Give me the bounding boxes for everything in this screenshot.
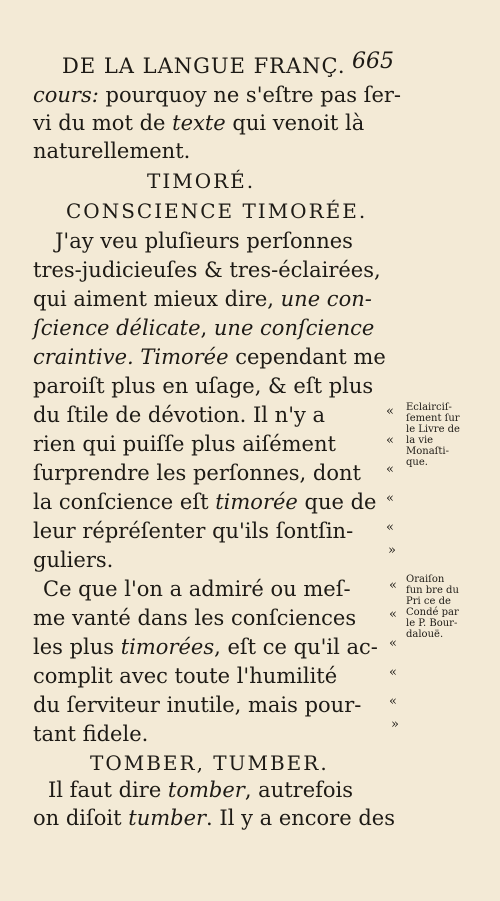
text-line-21: tant fidele. xyxy=(33,722,149,746)
quote-mark: « xyxy=(389,694,397,709)
entry-heading-tomber: TOMBER, TUMBER. xyxy=(90,751,329,775)
text-line-22 xyxy=(48,777,353,803)
text-span: . Il y a encore des xyxy=(206,806,395,830)
italic-word: timorées xyxy=(120,635,215,659)
text-span: , eſt ce qu'il ac- xyxy=(214,635,378,659)
text-line-12: ſurprendre les perſonnes, dont xyxy=(33,461,361,485)
quote-mark: « xyxy=(389,607,397,622)
text-line-17: me vanté dans les conſciences xyxy=(33,606,357,630)
quote-mark: « xyxy=(386,433,394,448)
italic-word: une conſcience xyxy=(213,316,375,340)
text-span: , xyxy=(200,316,214,340)
entry-heading-timore: TIMORÉ. xyxy=(147,169,256,193)
text-line-18 xyxy=(33,634,378,660)
quote-mark: « xyxy=(389,636,397,651)
italic-word: timorée xyxy=(215,490,298,514)
text-line-5: tres-judicieuſes & tres-éclairées, xyxy=(33,258,381,282)
quote-mark: « xyxy=(386,404,394,419)
text-span: la conſcience eſt xyxy=(33,490,216,514)
text-line-9: paroiſt plus en uſage, & eſt plus xyxy=(33,374,374,398)
closing-quote-mark: » xyxy=(388,543,396,558)
italic-word: craintive. Timorée xyxy=(33,345,229,369)
note-line: Eclairciſ- xyxy=(406,402,452,413)
text-span: , autrefois xyxy=(244,778,354,802)
text-span: qui aiment mieux dire, xyxy=(33,287,281,311)
note-line: fun bre du xyxy=(406,585,459,596)
italic-word: une con- xyxy=(280,287,372,311)
text-span: que de xyxy=(297,490,377,514)
quote-mark: « xyxy=(386,491,394,506)
text-line-15: guliers. xyxy=(33,548,114,572)
quote-mark: « xyxy=(386,462,394,477)
text-span: Il faut dire xyxy=(48,778,168,802)
text-span: cependant me xyxy=(228,345,386,369)
text-line-13 xyxy=(33,489,376,515)
note-line: Oraiſon xyxy=(406,574,445,585)
text-line-14: leur répréſenter qu'ils ſontſin- xyxy=(33,519,354,543)
text-line-6 xyxy=(33,286,372,312)
quote-mark: « xyxy=(389,578,397,593)
note-line: Pri ce de xyxy=(406,596,451,607)
italic-word: tomber xyxy=(167,778,245,802)
italic-word: cours: xyxy=(33,83,99,107)
note-line: dalouë. xyxy=(406,629,444,640)
text-line-4: J'ay veu pluſieurs perſonnes xyxy=(55,229,353,253)
text-line-20: du ſerviteur inutile, mais pour- xyxy=(33,693,362,717)
note-line: la vie xyxy=(406,435,434,446)
note-line: Condé par xyxy=(406,607,459,618)
text-line-2 xyxy=(33,110,364,136)
note-line: ſement ſur xyxy=(406,413,460,424)
note-line: le P. Bour- xyxy=(406,618,458,629)
note-line: Monaſti- xyxy=(406,446,449,457)
quote-mark: « xyxy=(386,520,394,535)
text-line-7 xyxy=(33,315,374,341)
italic-word: texte xyxy=(172,111,226,135)
text-line-3: naturellement. xyxy=(33,139,191,163)
text-line-16: Ce que l'on a admiré ou meſ- xyxy=(43,577,351,601)
text-line-11: rien qui puiſſe plus aiſément xyxy=(33,432,336,456)
page-number: 665 xyxy=(352,49,394,74)
text-line-10: du ſtile de dévotion. Il n'y a xyxy=(33,403,326,427)
note-line: le Livre de xyxy=(406,424,460,435)
text-span: les plus xyxy=(33,635,121,659)
text-span: pourquoy ne s'eſtre pas ſer- xyxy=(98,83,402,107)
margin-note-oraison xyxy=(406,574,459,640)
margin-note-eclaircissement xyxy=(406,402,460,468)
text-line-19: complit avec toute l'humilité xyxy=(33,664,338,688)
italic-word: ſcience délicate xyxy=(33,316,201,340)
running-title: DE LA LANGUE FRANÇ. xyxy=(62,54,346,78)
text-line-8 xyxy=(33,344,386,370)
text-line-1 xyxy=(33,82,401,108)
text-span: qui venoit là xyxy=(225,111,365,135)
note-line: que. xyxy=(406,457,428,468)
entry-heading-conscience: CONSCIENCE TIMORÉE. xyxy=(66,199,368,223)
quote-mark: « xyxy=(389,665,397,680)
text-line-23 xyxy=(33,805,395,831)
closing-quote-mark: » xyxy=(391,717,399,732)
text-span: vi du mot de xyxy=(33,111,173,135)
text-span: on diſoit xyxy=(33,806,129,830)
italic-word: tumber xyxy=(128,806,207,830)
